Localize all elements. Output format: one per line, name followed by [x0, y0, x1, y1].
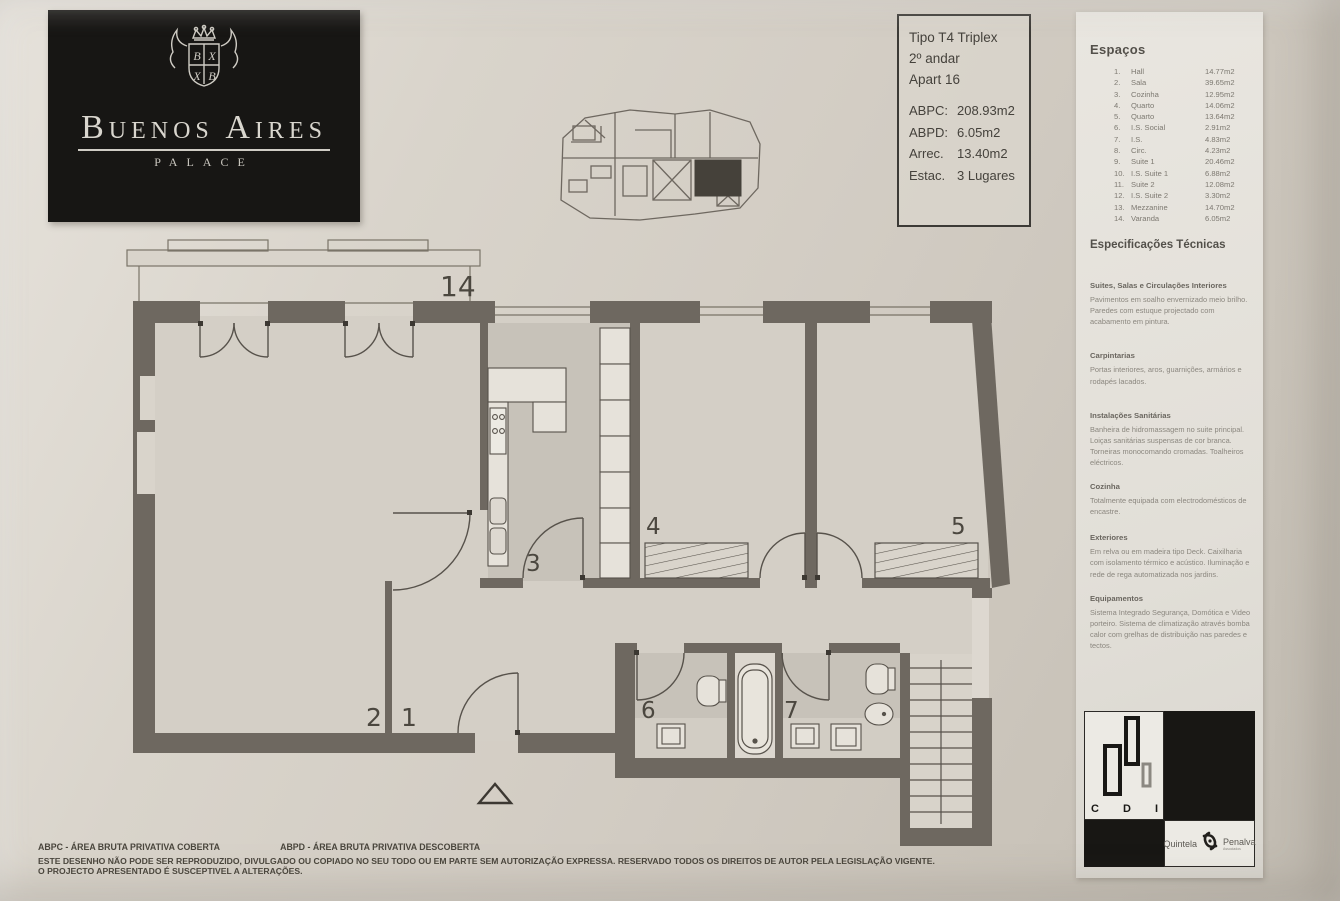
- spec-section-interiores: Suites, Salas e Circulações Interiores Pavimentos em soalho envernizado meio brilho. Paredes com estuque projectado com acabamento em pintura.: [1090, 281, 1248, 327]
- penalva-label: Penalva: [1223, 836, 1256, 847]
- quintela-label: Quintela: [1163, 838, 1197, 849]
- floor-plan: [118, 236, 1010, 851]
- brand-black-panel-small: [1084, 820, 1164, 867]
- buenos-aires-logo: [48, 10, 360, 222]
- metric-arrec: Arrec. 13.40m2: [909, 146, 1008, 161]
- cdi-letter-d: D: [1123, 803, 1131, 815]
- space-row: 10. I.S. Suite 1 6.88m2: [1114, 168, 1231, 178]
- specs-title: Especificações Técnicas: [1090, 239, 1226, 252]
- logo-title: Buenos Aires: [81, 109, 327, 146]
- room-label-sala: 2: [366, 703, 382, 732]
- logo-rule: [78, 149, 330, 151]
- metric-abpd: ABPD: 6.05m2: [909, 124, 1001, 140]
- room-label-is6: 6: [641, 698, 656, 724]
- legend-abpc: ABPC - ÁREA BRUTA PRIVATIVA COBERTA: [38, 842, 220, 852]
- spec-section-equipamentos: Equipamentos Sistema Integrado Segurança, Domótica e Video porteiro. Sistema de climatização através bomba calor com grelhas de distribuição nas paredes e tectos.: [1090, 593, 1251, 651]
- space-row: 6. I.S. Social 2.91m2: [1114, 123, 1231, 133]
- disclaimer-line: ESTE DESENHO NÃO PODE SER REPRODUZIDO, DIVULGADO OU COPIADO NO SEU TODO OU EM PARTE SEM AUTORIZAÇÃO EXPRESSA. RESERVADO TODOS OS DIREITOS DE AUTOR PELA LEGISLAÇÃO VIGENTE. O PROJECTO APRESENTADO É SUSCEPTIVEL A ALTERAÇÕES.: [38, 856, 935, 876]
- apartment-location-marker: [695, 160, 741, 196]
- space-row: 2. Sala 39.65m2: [1114, 78, 1235, 88]
- spec-section-exteriores: Exteriores Em relva ou em madeira tipo Deck. Caixilharia com isolamento térmico e acústico. Iluminação e rede de rega automatizada nos jardins.: [1090, 533, 1250, 579]
- svg-text:B: B: [208, 69, 216, 83]
- space-row: 7. I.S. 4.83m2: [1114, 134, 1231, 144]
- brand-block: [1084, 711, 1255, 867]
- apartment-floor: 2º andar: [909, 51, 960, 66]
- bathtub: [738, 664, 772, 754]
- spec-sidebar: [1076, 12, 1263, 878]
- building-key-plan: [545, 96, 770, 239]
- crest-icon: [48, 24, 360, 107]
- brand-black-panel: [1164, 711, 1255, 820]
- spaces-list: [1114, 66, 1251, 224]
- space-row: 11. Suite 2 12.08m2: [1114, 179, 1235, 189]
- svg-text:B: B: [193, 49, 201, 63]
- apartment-metrics: [909, 100, 1019, 186]
- wardrobe-room4: [645, 543, 748, 578]
- metric-abpc: ABPC: 208.93m2: [909, 103, 1015, 118]
- apartment-type: Tipo T4 Triplex: [909, 30, 998, 45]
- cdi-letter-c: C: [1091, 803, 1099, 815]
- room-label-is7: 7: [784, 698, 799, 724]
- room-label-quarto4: 4: [646, 514, 661, 540]
- room-label-varanda: 14: [440, 270, 476, 303]
- room-label-cozinha: 3: [526, 551, 541, 577]
- room-label-quarto5: 5: [951, 514, 966, 540]
- apartment-info-box: [897, 14, 1031, 227]
- room-label-hall: 1: [401, 703, 417, 732]
- spec-section-sanitarias: Instalações Sanitárias Banheira de hidromassagem no suite principal. Loiças sanitárias suspensas de cor branca. Torneiras monocomando cromadas. Toalheiros eléctricos.: [1090, 410, 1245, 468]
- quintela-penalva-logo: [1164, 820, 1255, 867]
- svg-text:X: X: [208, 49, 216, 63]
- legend-line: [38, 842, 480, 852]
- space-row: 8. Circ. 4.23m2: [1114, 146, 1231, 156]
- space-row: 3. Cozinha 12.95m2: [1114, 89, 1235, 99]
- space-row: 4. Quarto 14.06m2: [1114, 100, 1235, 110]
- cdi-logo: [1084, 711, 1164, 820]
- metric-estac: Estac. 3 Lugares: [909, 167, 1015, 183]
- wardrobe-room5: [875, 543, 978, 578]
- spec-section-cozinha: Cozinha Totalmente equipada com electrodomésticos de encastre.: [1090, 482, 1247, 517]
- balcony-varanda: [127, 240, 480, 301]
- space-row: 12. I.S. Suite 2 3.30m2: [1114, 191, 1231, 201]
- space-row: 5. Quarto 13.64m2: [1114, 112, 1235, 122]
- space-row: 9. Suite 1 20.46m2: [1114, 157, 1235, 167]
- space-row: 1. Hall 14.77m2: [1114, 67, 1235, 76]
- logo-subtitle: PALACE: [154, 155, 254, 169]
- space-row: 14. Varanda 6.05m2: [1114, 213, 1231, 223]
- apartment-number: Apart 16: [909, 72, 961, 87]
- legend-abpd: ABPD - ÁREA BRUTA PRIVATIVA DESCOBERTA: [280, 842, 481, 852]
- quintela-penalva-swirl-icon: [1200, 831, 1220, 856]
- space-row: 13. Mezzanine 14.70m2: [1114, 202, 1235, 212]
- entrance-arrow: [479, 784, 511, 803]
- svg-text:X: X: [193, 69, 201, 83]
- cdi-letter-i: I: [1155, 803, 1159, 815]
- spec-section-carpintarias: Carpintarias Portas interiores, aros, guarnições, armários e rodapés lacados.: [1090, 351, 1242, 386]
- penalva-sublabel: Associados: [1223, 846, 1241, 851]
- spaces-title: Espaços: [1090, 42, 1146, 57]
